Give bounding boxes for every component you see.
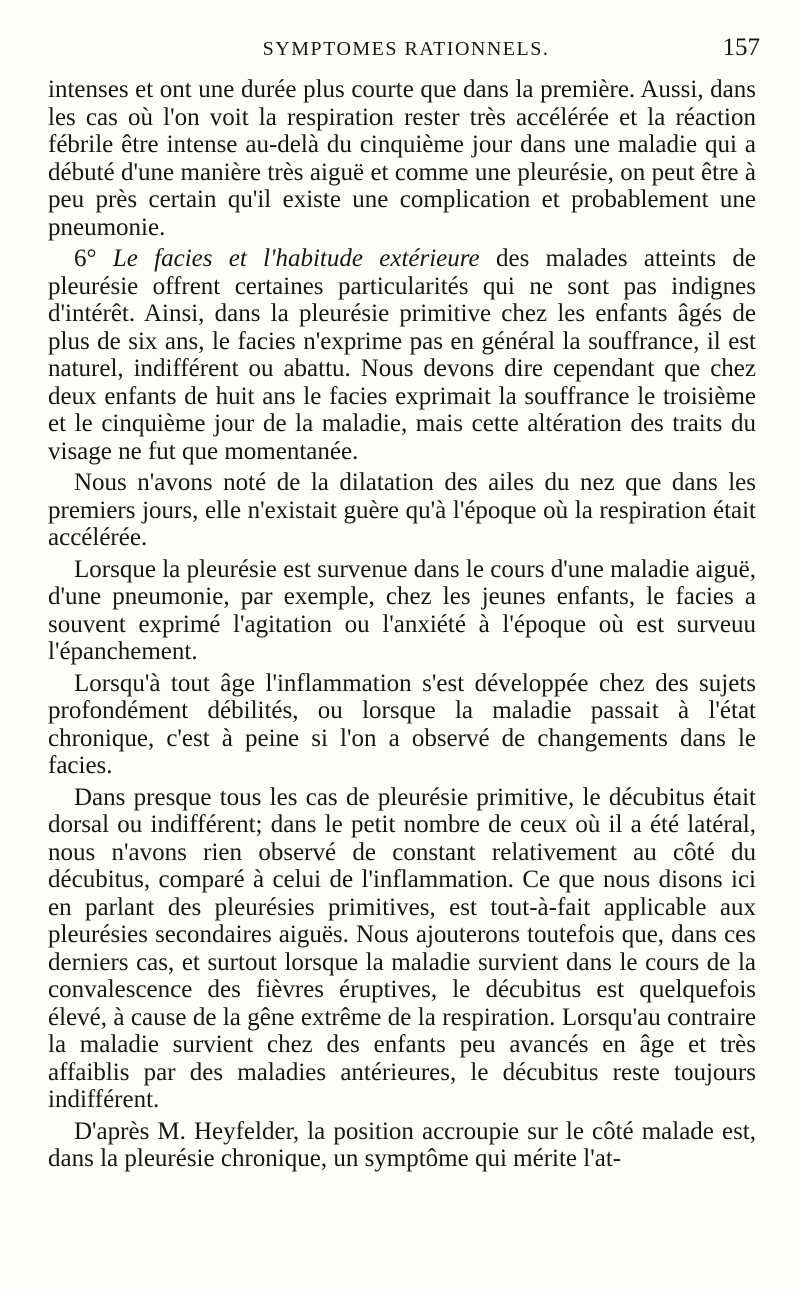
- paragraph-4: Lorsque la pleurésie est survenue dans le cours d'une maladie aiguë, d'une pneumonie, par exemple, chez les jeunes enfants, le facies a souvent exprimé l'agitation ou l'anxiété à l'époque où est surveuu l'épanchement.: [48, 555, 756, 665]
- paragraph-2-text: des malades atteints de pleurésie offrent certaines particularités qui ne sont pas indignes d'intérêt. Ainsi, dans la pleurésie primitive chez les enfants âgés de plus de six ans, le facies n'exprime pas en général la souffrance, il est naturel, indifférent ou abattu. Nous devons dire cependant que chez deux enfants de huit ans le facies exprimait la souffrance le troisième et le cinquième jour de la maladie, mais cette altération des traits du visage ne fut que momentanée.: [48, 245, 757, 465]
- body-text: [48, 76, 756, 1173]
- running-head: [52, 30, 760, 60]
- paragraph-2: [48, 245, 756, 465]
- paragraph-5: Lorsqu'à tout âge l'inflammation s'est développée chez des sujets profondément débilités, ou lorsque la maladie passait à l'état chronique, c'est à peine si l'on a observé de changements dans le facies.: [48, 669, 756, 779]
- section-number: 6°: [74, 245, 97, 272]
- paragraph-3: Nous n'avons noté de la dilatation des ailes du nez que dans les premiers jours, elle n'existait guère qu'à l'époque où la respiration était accélérée.: [48, 469, 756, 551]
- paragraph-7: D'après M. Heyfelder, la position accroupie sur le côté malade est, dans la pleurésie chronique, un symptôme qui mérite l'at-: [48, 1117, 756, 1172]
- page-number: 157: [722, 34, 760, 61]
- section-heading-italic: Le facies et l'habitude extérieure: [112, 245, 480, 272]
- paragraph-6: Dans presque tous les cas de pleurésie primitive, le décubitus était dorsal ou indifférent; dans le petit nombre de ceux où il a été latéral, nous n'avons rien observé de constant relativement au côté du décubitus, comparé à celui de l'inflammation. Ce que nous disons ici en parlant des pleurésies primitives, est tout-à-fait applicable aux pleurésies secondaires aiguës. Nous ajouterons toutefois que, dans ces derniers cas, et surtout lorsque la maladie survient dans le cours de la convalescence des fièvres éruptives, le décubitus est quelquefois élevé, à cause de la gêne extrême de la respiration. Lorsqu'au contraire la maladie survient chez des enfants peu avancés en âge et très affaiblis par des maladies antérieures, le décubitus reste toujours indifférent.: [48, 783, 756, 1113]
- paragraph-1: intenses et ont une durée plus courte que dans la première. Aussi, dans les cas où l'on voit la respiration rester très accélérée et la réaction fébrile être intense au-delà du cinquième jour dans une maladie qui a débuté d'une manière très aiguë et comme une pleurésie, on peut être à peu près certain qu'il existe une complication et probablement une pneumonie.: [48, 76, 756, 241]
- running-title: SYMPTOMES RATIONNELS.: [262, 38, 550, 60]
